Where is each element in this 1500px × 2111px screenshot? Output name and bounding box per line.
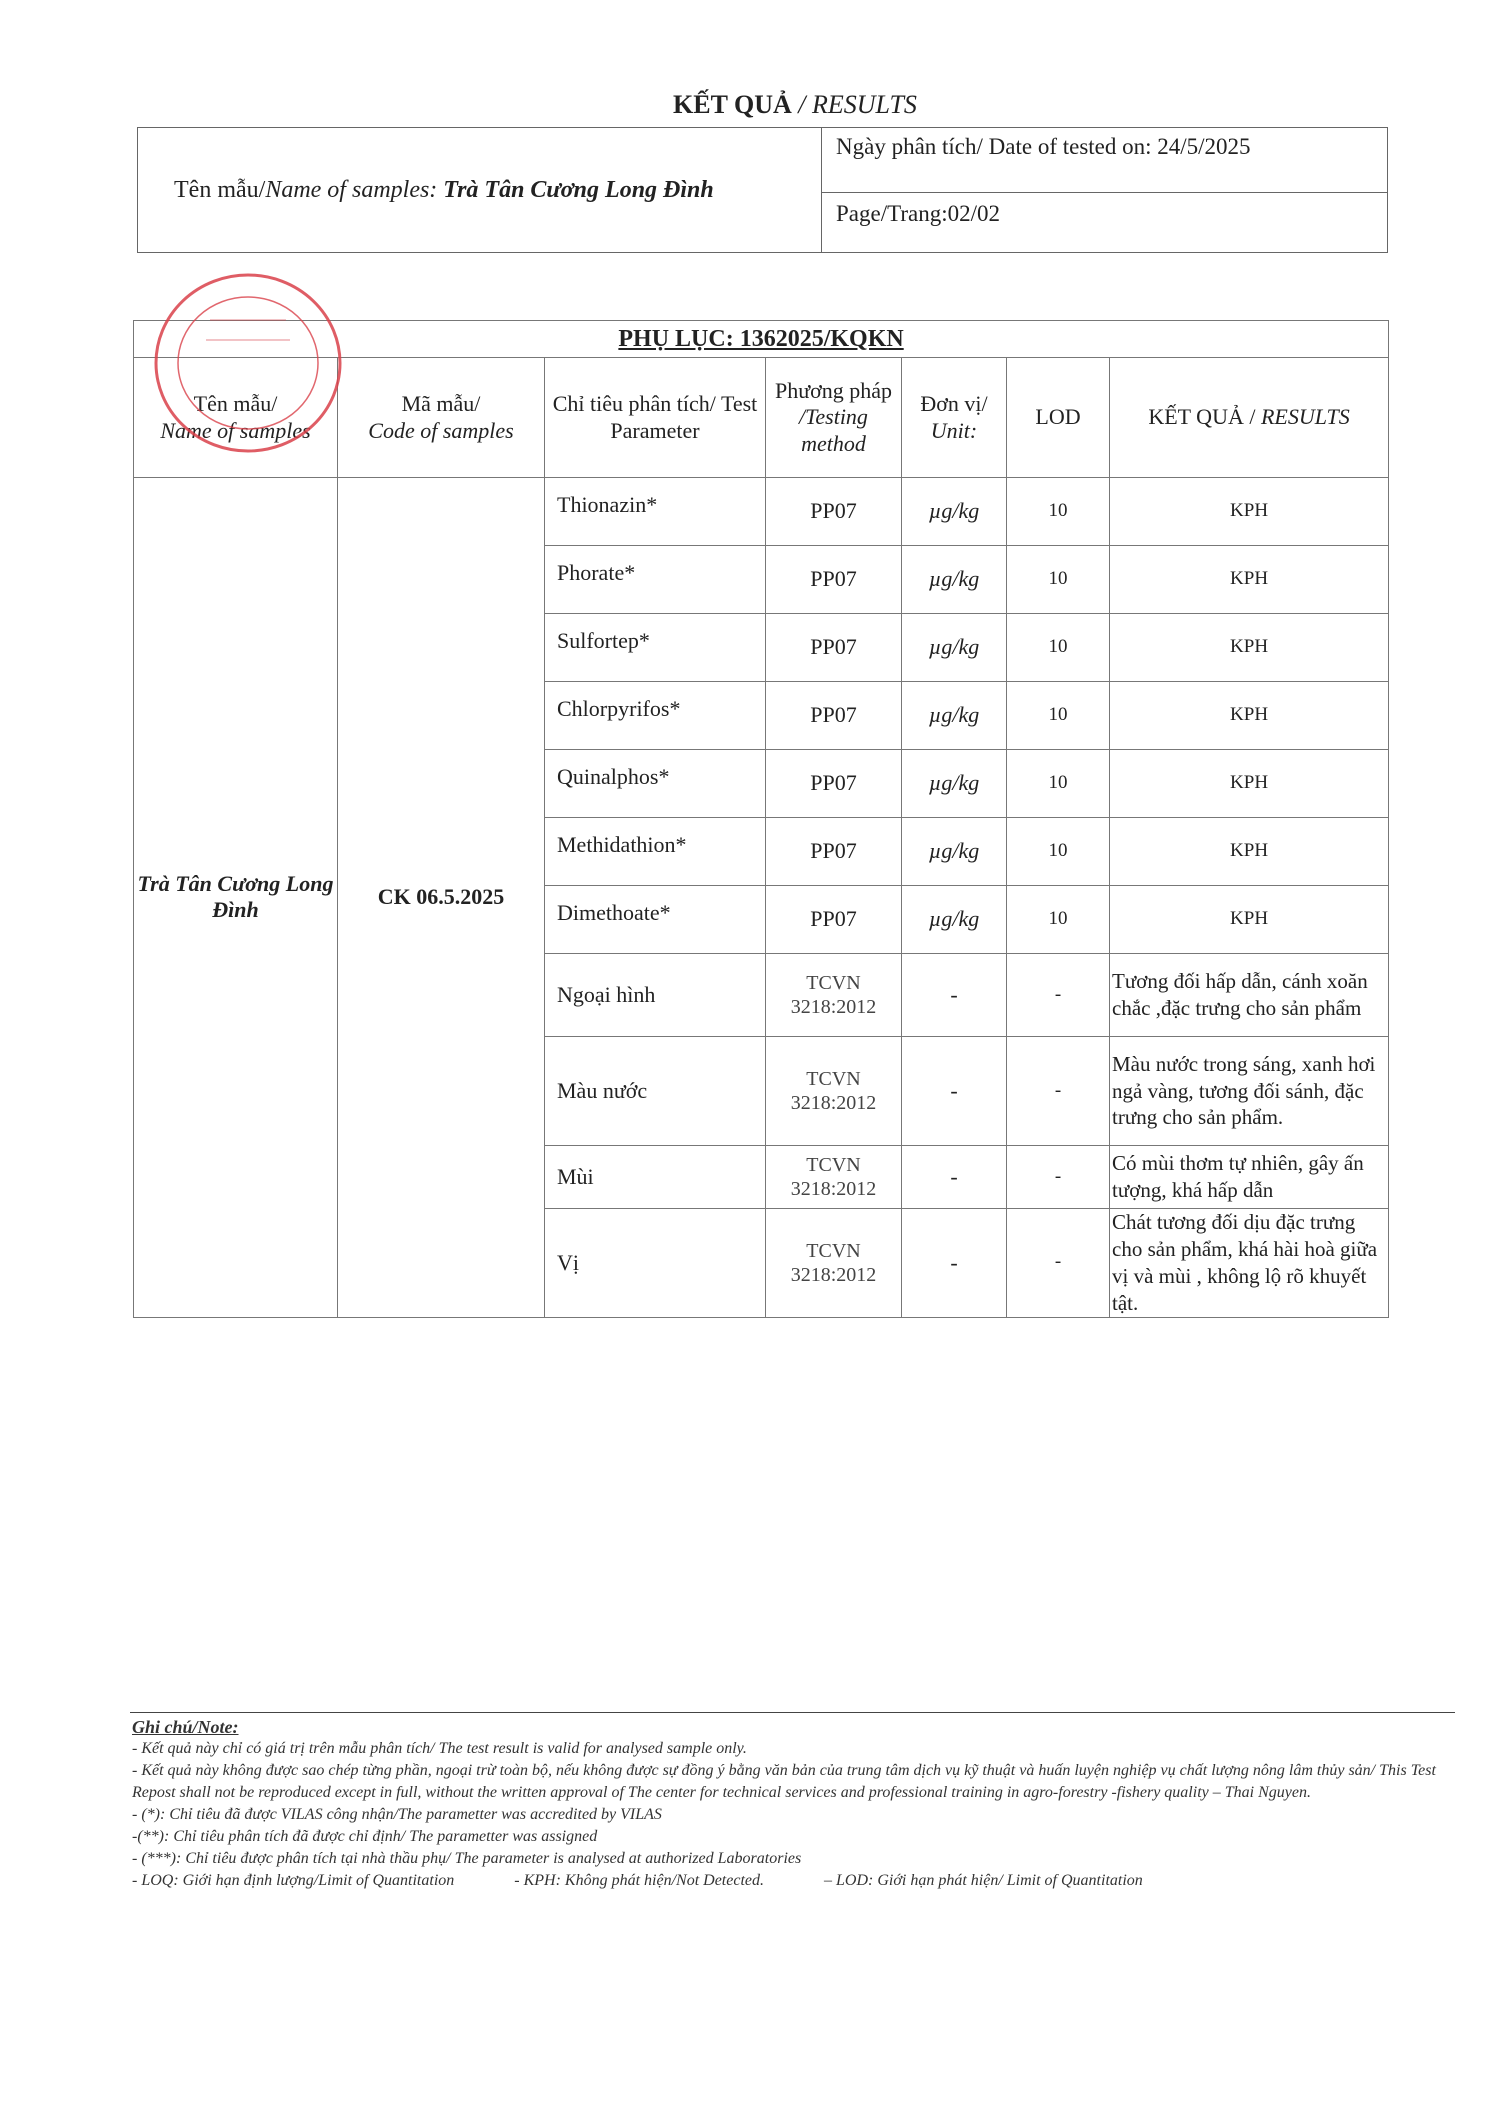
result-cell: KPH <box>1110 750 1389 818</box>
param-cell: Mùi <box>545 1146 766 1209</box>
method-cell: TCVN 3218:2012 <box>766 1146 902 1209</box>
param-cell: Sulfortep* <box>545 614 766 682</box>
page-number: Page/Trang:02/02 <box>836 201 1000 226</box>
lod-cell: - <box>1007 1146 1110 1209</box>
param-cell: Vị <box>545 1209 766 1318</box>
result-cell: KPH <box>1110 682 1389 750</box>
title-en: / RESULTS <box>791 90 917 119</box>
method-cell: PP07 <box>766 614 902 682</box>
col-name: Tên mẫu/ Name of samples <box>134 358 338 478</box>
result-cell: Có mùi thơm tự nhiên, gây ấn tượng, khá hấp dẫn <box>1110 1146 1389 1209</box>
param-cell: Dimethoate* <box>545 886 766 954</box>
results-table <box>133 320 1389 1318</box>
method-cell: PP07 <box>766 750 902 818</box>
param-cell: Màu nước <box>545 1037 766 1146</box>
result-cell: Màu nước trong sáng, xanh hơi ngả vàng, tương đối sánh, đặc trưng cho sản phẩm. <box>1110 1037 1389 1146</box>
lod-cell: 10 <box>1007 886 1110 954</box>
unit-cell: - <box>902 1146 1007 1209</box>
unit-cell: - <box>902 1209 1007 1318</box>
result-cell: KPH <box>1110 614 1389 682</box>
sample-name-cell: Trà Tân Cương Long Đình <box>134 478 338 1318</box>
method-cell: TCVN 3218:2012 <box>766 1037 902 1146</box>
col-param: Chỉ tiêu phân tích/ Test Parameter <box>545 358 766 478</box>
col-lod: LOD <box>1007 358 1110 478</box>
sample-name: Trà Tân Cương Long Đình <box>443 176 714 203</box>
result-cell: Chát tương đối dịu đặc trưng cho sản phẩm, khá hài hoà giữa vị và mùi , không lộ rõ khuyết tật. <box>1110 1209 1389 1318</box>
result-cell: KPH <box>1110 478 1389 546</box>
sample-label: Tên mẫu/ <box>174 176 266 203</box>
unit-cell: µg/kg <box>902 478 1007 546</box>
lod-cell: 10 <box>1007 614 1110 682</box>
note-line: -(**): Chỉ tiêu phân tích đã được chỉ định/ The parametter was assigned <box>132 1828 598 1845</box>
param-cell: Ngoại hình <box>545 954 766 1037</box>
unit-cell: - <box>902 1037 1007 1146</box>
note-line: - (***): Chỉ tiêu được phân tích tại nhà thầu phụ/ The parameter is analysed at authorized Laboratories <box>132 1850 802 1867</box>
note-line: - Kết quả này chỉ có giá trị trên mẫu phân tích/ The test result is valid for analysed sample only. <box>132 1740 747 1757</box>
notes <box>132 1716 1462 1892</box>
page-title <box>0 90 1500 120</box>
legend-lod: – LOD: Giới hạn phát hiện/ Limit of Quantitation <box>824 1872 1143 1889</box>
annex-number: PHỤ LỤC: 1362025/KQKN <box>134 321 1389 358</box>
param-cell: Phorate* <box>545 546 766 614</box>
method-cell: PP07 <box>766 886 902 954</box>
note-line: - Kết quả này không được sao chép từng phần, ngoại trừ toàn bộ, nếu không được sự đồng ý bằng văn bản của trung tâm dịch vụ kỹ thuật và huấn luyện nghiệp vụ chất lượng nông lâm thủy sản/ This Test Repost shall not be reproduced except in full, without the written approval of The center for technical services and professional training in agro-forestry -fishery quality – Thai Nguyen. <box>132 1762 1436 1801</box>
method-cell: PP07 <box>766 818 902 886</box>
lod-cell: - <box>1007 954 1110 1037</box>
unit-cell: µg/kg <box>902 682 1007 750</box>
legend-kph: - KPH: Không phát hiện/Not Detected. <box>514 1872 764 1889</box>
lod-cell: - <box>1007 1209 1110 1318</box>
sample-name-cell <box>138 128 822 252</box>
unit-cell: µg/kg <box>902 546 1007 614</box>
result-cell: KPH <box>1110 546 1389 614</box>
col-unit: Đơn vị/ Unit: <box>902 358 1007 478</box>
lod-cell: 10 <box>1007 682 1110 750</box>
col-result: KẾT QUẢ / RESULTS <box>1110 358 1389 478</box>
lod-cell: 10 <box>1007 750 1110 818</box>
unit-cell: µg/kg <box>902 886 1007 954</box>
notes-heading: Ghi chú/Note: <box>132 1717 239 1737</box>
header-row <box>134 358 1389 478</box>
unit-cell: - <box>902 954 1007 1037</box>
unit-cell: µg/kg <box>902 818 1007 886</box>
col-code: Mã mẫu/ Code of samples <box>338 358 545 478</box>
legend-loq: - LOQ: Giới hạn định lượng/Limit of Quantitation <box>132 1872 455 1889</box>
method-cell: PP07 <box>766 682 902 750</box>
divider <box>130 1712 1455 1713</box>
lod-cell: 10 <box>1007 478 1110 546</box>
param-cell: Thionazin* <box>545 478 766 546</box>
result-cell: KPH <box>1110 886 1389 954</box>
sample-code-cell: CK 06.5.2025 <box>338 478 545 1318</box>
title-vi: KẾT QUẢ <box>673 90 792 119</box>
lod-cell: 10 <box>1007 546 1110 614</box>
sample-header <box>137 127 1388 253</box>
sample-label-en: Name of samples: <box>265 176 438 203</box>
unit-cell: µg/kg <box>902 614 1007 682</box>
method-cell: TCVN 3218:2012 <box>766 1209 902 1318</box>
note-line: - (*): Chỉ tiêu đã được VILAS công nhận/The parametter was accredited by VILAS <box>132 1806 662 1823</box>
method-cell: PP07 <box>766 478 902 546</box>
result-cell: KPH <box>1110 818 1389 886</box>
test-date: Ngày phân tích/ Date of tested on: 24/5/2025 <box>822 128 1387 193</box>
method-cell: TCVN 3218:2012 <box>766 954 902 1037</box>
method-cell: PP07 <box>766 546 902 614</box>
col-method: Phương pháp /Testing method <box>766 358 902 478</box>
result-cell: Tương đối hấp dẫn, cánh xoăn chắc ,đặc trưng cho sản phẩm <box>1110 954 1389 1037</box>
table-row <box>134 478 1389 546</box>
param-cell: Chlorpyrifos* <box>545 682 766 750</box>
lod-cell: - <box>1007 1037 1110 1146</box>
unit-cell: µg/kg <box>902 750 1007 818</box>
lod-cell: 10 <box>1007 818 1110 886</box>
param-cell: Quinalphos* <box>545 750 766 818</box>
param-cell: Methidathion* <box>545 818 766 886</box>
